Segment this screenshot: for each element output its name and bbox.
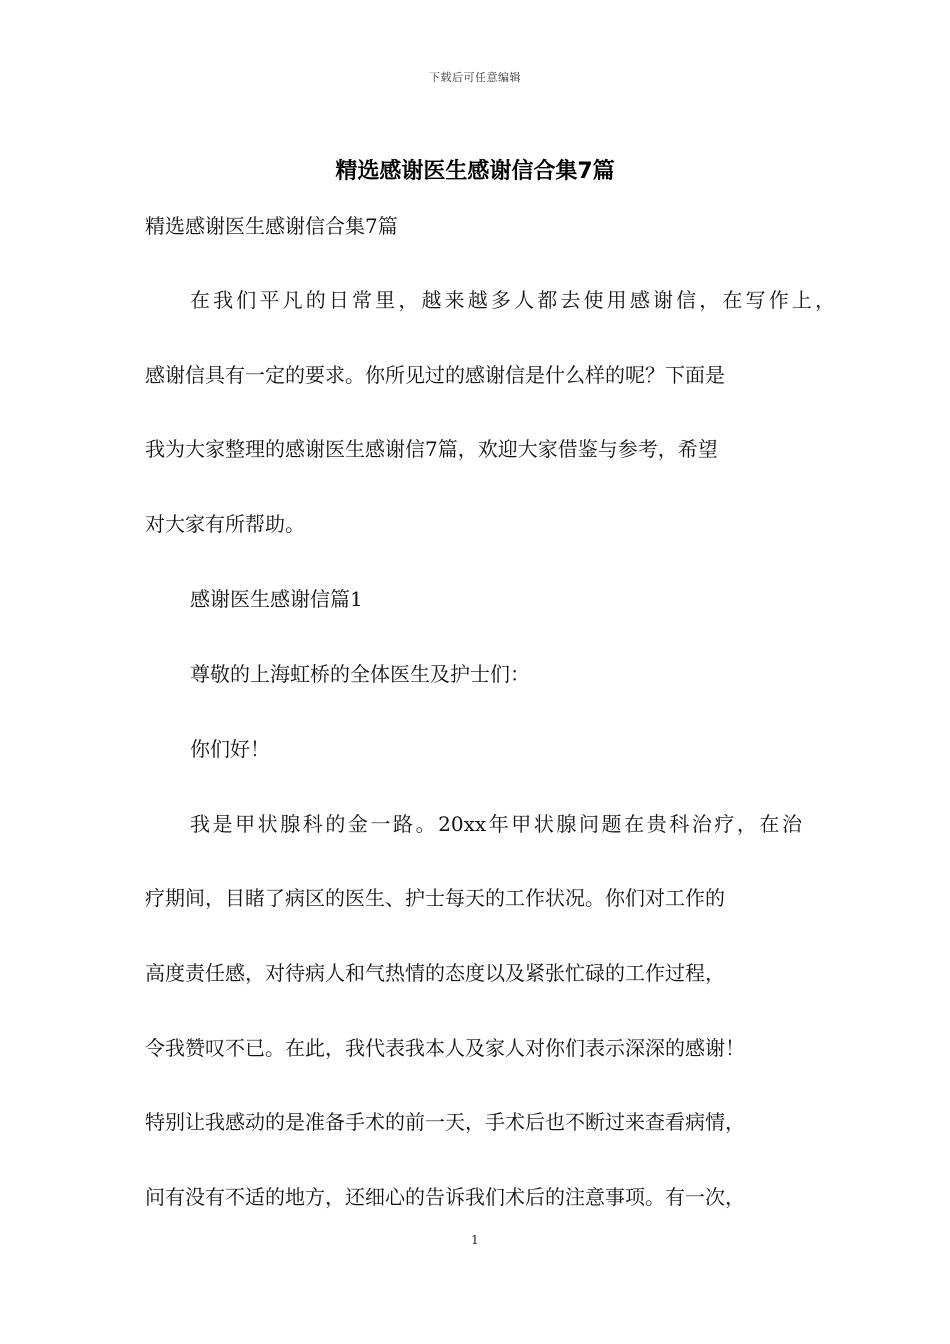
- paragraph-line: 疗期间，目睹了病区的医生、护士每天的工作状况。你们对工作的: [145, 886, 725, 910]
- paragraph-line: 感谢信具有一定的要求。你所见过的感谢信是什么样的呢？下面是: [145, 363, 725, 387]
- paragraph-line: 我是甲状腺科的金一路。20xx年甲状腺问题在贵科治疗，在治: [190, 812, 802, 836]
- paragraph-line: 在我们平凡的日常里，越来越多人都去使用感谢信，在写作上，: [190, 288, 835, 312]
- salutation: 尊敬的上海虹桥的全体医生及护士们：: [190, 662, 530, 686]
- page-number: 1: [471, 1233, 479, 1247]
- paragraph-line: 对大家有所帮助。: [145, 512, 305, 536]
- document-subtitle: 精选感谢医生感谢信合集7篇: [145, 214, 398, 238]
- document-title: 精选感谢医生感谢信合集7篇: [335, 159, 615, 184]
- paragraph-line: 令我赞叹不已。在此，我代表我本人及家人对你们表示深深的感谢！: [145, 1036, 745, 1060]
- paragraph-line: 特别让我感动的是准备手术的前一天，手术后也不断过来查看病情，: [145, 1110, 745, 1134]
- paragraph-line: 高度责任感，对待病人和气热情的态度以及紧张忙碌的工作过程，: [145, 961, 725, 985]
- greeting: 你们好！: [190, 737, 270, 761]
- section-heading: 感谢医生感谢信篇1: [190, 587, 363, 611]
- paragraph-line: 问有没有不适的地方，还细心的告诉我们术后的注意事项。有一次，: [145, 1185, 745, 1209]
- header-note: 下载后可任意编辑: [429, 71, 521, 84]
- paragraph-line: 我为大家整理的感谢医生感谢信7篇，欢迎大家借鉴与参考，希望: [145, 437, 718, 461]
